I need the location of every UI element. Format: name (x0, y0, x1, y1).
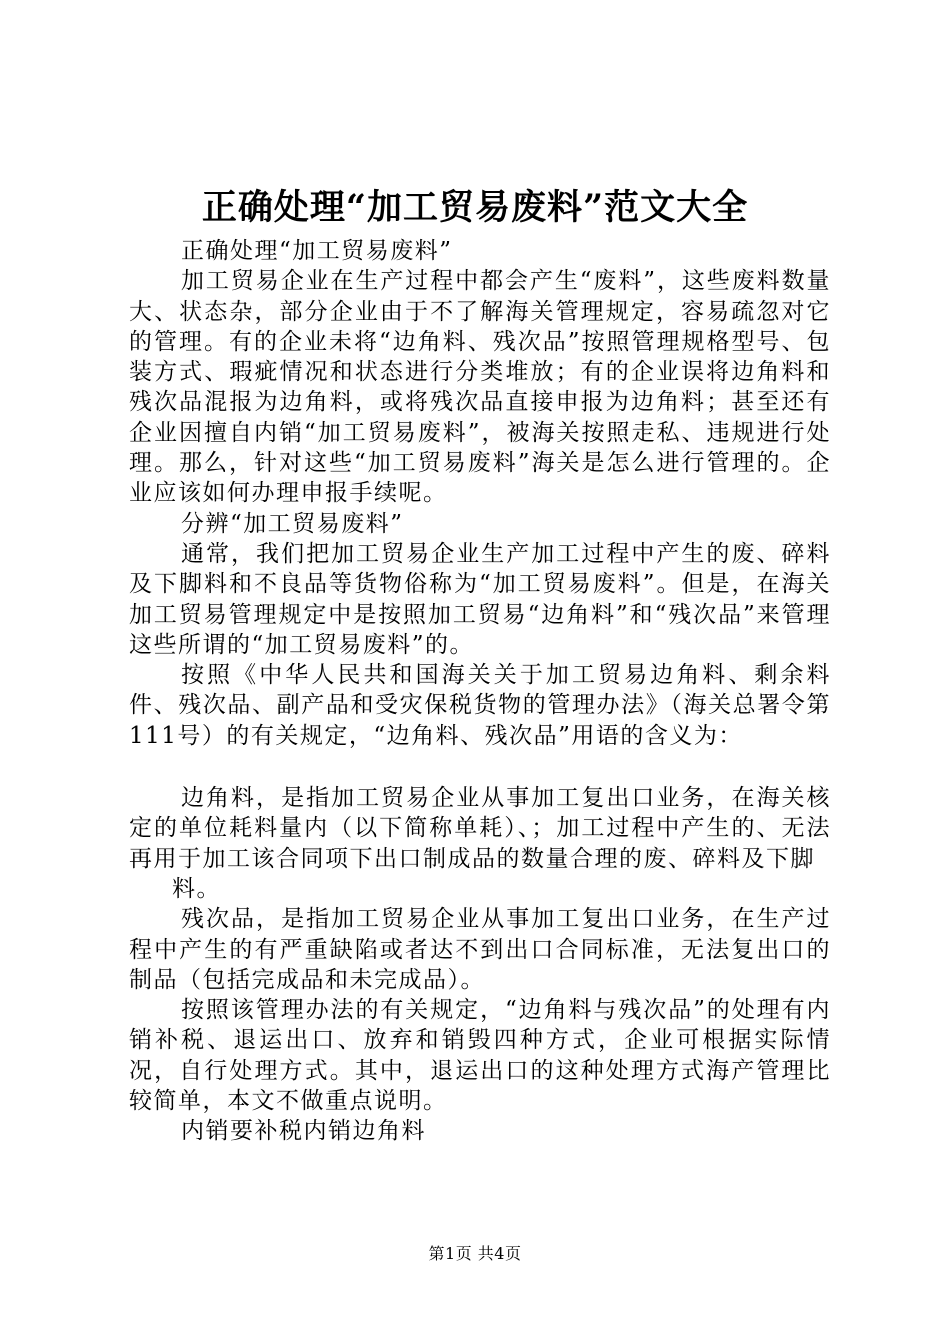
paragraph-defective-definition: 残次品，是指加工贸易企业从事加工复出口业务，在生产过程中产生的有严重缺陷或者达不到出口合同标准，无法复出口的制品（包括完成品和未完成品）。 (129, 906, 831, 993)
paragraph-regulation-reference: 按照《中华人民共和国海关关于加工贸易边角料、剩余料件、残次品、副产品和受灾保税货物的管理办法》（海关总署令第111号）的有关规定，“边角料、残次品”用语的含义为： (129, 662, 831, 749)
paragraph-definition-common: 通常，我们把加工贸易企业生产加工过程中产生的废、碎料及下脚料和不良品等货物俗称为“加工贸易废料”。但是，在海关加工贸易管理规定中是按照加工贸易“边角料”和“残次品”来管理这些所谓的“加工贸易废料”的。 (129, 540, 831, 658)
paragraph-intro: 加工贸易企业在生产过程中都会产生“废料”，这些废料数量大、状态杂，部分企业由于不了解海关管理规定，容易疏忽对它的管理。有的企业未将“边角料、残次品”按照管理规格型号、包装方式、瑕疵情况和状态进行分类堆放；有的企业误将边角料和残次品混报为边角料，或将残次品直接申报为边角料；甚至还有企业因擅自内销“加工贸易废料”，被海关按照走私、违规进行处理。那么，针对这些“加工贸易废料”海关是怎么进行管理的。企业应该如何办理申报手续呢。 (129, 268, 831, 507)
paragraph-scrap-definition: 边角料，是指加工贸易企业从事加工复出口业务，在海关核定的单位耗料量内（以下简称单耗）、；加工过程中产生的、无法再用于加工该合同项下出口制成品的数量合理的废、碎料及下脚 (129, 785, 831, 872)
section-heading-handle-waste: 正确处理“加工贸易废料” (181, 238, 453, 264)
page-number-footer: 第1页 共4页 (428, 1244, 522, 1263)
section-heading-identify-waste: 分辨“加工贸易废料” (181, 510, 404, 537)
paragraph-handling-methods: 按照该管理办法的有关规定，“边角料与残次品”的处理有内销补税、退运出口、放弃和销毁四种方式，企业可根据实际情况，自行处理方式。其中，退运出口的这种处理方式海产管理比较简单，本文不做重点说明。 (129, 997, 831, 1115)
paragraph-scrap-continuation: 料。 (172, 875, 221, 902)
section-heading-domestic-sale-tax: 内销要补税内销边角料 (181, 1118, 426, 1145)
document-title: 正确处理“加工贸易废料”范文大全 (201, 187, 749, 228)
document-body (129, 236, 831, 1147)
